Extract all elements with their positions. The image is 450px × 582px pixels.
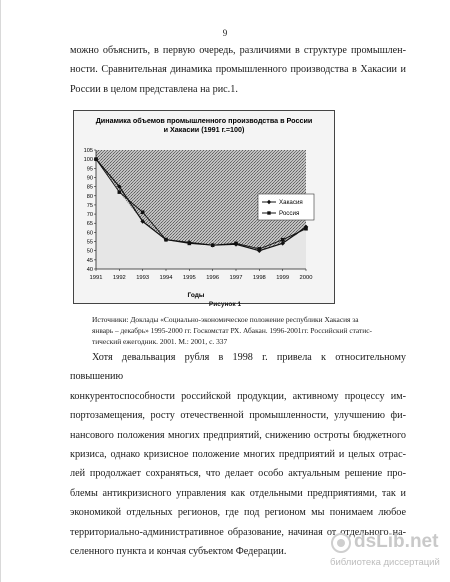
intro-line: ности. Сравнительная динамика промышленного производства в Хакасии и	[70, 64, 406, 76]
intro-line: можно объяснить, в первую очередь, различиями в структуре промышлен-	[70, 45, 406, 56]
x-tick-label: 1999	[276, 275, 290, 281]
series-point	[234, 242, 238, 246]
chart-frame	[73, 110, 335, 304]
watermark-brand: dsLib.net	[354, 531, 439, 552]
x-tick-label: 1995	[182, 275, 196, 281]
x-tick-label: 1997	[229, 275, 243, 281]
line-chart	[74, 111, 334, 303]
y-tick-label: 80	[86, 193, 93, 200]
source-line: тический ежегодник. 2001. М.: 2001, с. 337	[92, 337, 228, 347]
body-line: блемы антикризисного управления как отдельными предприятиями, так и	[70, 487, 406, 499]
x-tick-label: 1992	[112, 275, 126, 281]
legend-label: Хакасия	[279, 199, 303, 207]
page-number: 9	[222, 28, 228, 38]
series-point	[258, 247, 262, 251]
series-point	[188, 242, 192, 246]
watermark	[330, 531, 442, 573]
y-tick-label: 90	[86, 175, 93, 182]
body-paragraph	[70, 348, 406, 561]
watermark-subtitle: библиотека диссертаций	[330, 557, 440, 568]
legend-label: Россия	[279, 210, 300, 218]
body-line: территориально-административное образование, начиная от отдельного на-	[70, 526, 406, 538]
body-line: нансового положения многих предприятий, снижению остроты бюджетного	[70, 429, 406, 441]
x-axis-label: Годы	[187, 292, 205, 299]
figure-caption: Рисунок 1	[208, 301, 242, 308]
source-line: январь – декабрь» 1995-2000 гг. Госкомстат РХ. Абакан. 1996-2001гг. Российский статис-	[92, 326, 372, 336]
body-line: портозамещения, росту отечественной промышленности, улучшению фи-	[70, 410, 406, 422]
x-tick-label: 1994	[159, 275, 173, 281]
y-tick-label: 105	[83, 148, 93, 154]
chart-title-line: Динамика объемов промышленного производства в России	[95, 116, 313, 125]
y-tick-label: 100	[83, 157, 93, 164]
body-line: лей продолжает сохраняться, что делает особо актуальным решение про-	[70, 468, 406, 480]
x-tick-label: 1993	[136, 275, 150, 281]
figure-source	[92, 314, 406, 348]
series-point	[281, 238, 285, 242]
y-tick-label: 95	[86, 166, 93, 173]
y-tick-label: 55	[86, 239, 93, 246]
x-tick-label: 1998	[252, 275, 266, 281]
y-tick-label: 85	[86, 184, 93, 191]
y-tick-label: 40	[86, 267, 93, 273]
dslib-logo-icon	[330, 532, 352, 554]
body-line: Хотя девальвация рубля в 1998 г. привела к относительному повышению	[70, 352, 406, 383]
x-tick-label: 1996	[206, 275, 220, 281]
source-line: Источники: Доклады «Социально-экономическое положение республики Хакасия за	[92, 315, 359, 324]
chart-title-line: и Хакасии (1991 г.=100)	[163, 125, 245, 134]
series-point	[304, 227, 308, 231]
body-line: кризиса, однако кризисное положение многих предприятий и целых отрас-	[70, 449, 406, 461]
series-point	[118, 190, 122, 194]
body-line: селенного пункта и кончая субъектом Федерации.	[70, 546, 287, 558]
x-tick-label: 2000	[299, 275, 313, 281]
series-point	[141, 210, 145, 214]
body-line: конкурентоспособности российской продукции, активному процессу им-	[70, 390, 406, 402]
y-tick-label: 60	[86, 230, 93, 237]
legend-marker	[267, 211, 270, 214]
y-tick-label: 75	[86, 202, 93, 209]
series-point	[94, 157, 98, 161]
intro-line: России в целом представлена на рис.1.	[70, 83, 238, 95]
y-tick-label: 65	[86, 221, 93, 228]
intro-paragraph	[70, 41, 406, 99]
series-point	[164, 238, 168, 242]
y-tick-label: 50	[86, 248, 93, 255]
body-line: экономикой отдельных регионов, где под регионом мы понимаем любое	[70, 507, 406, 519]
series-point	[211, 243, 215, 247]
x-tick-label: 1991	[89, 275, 103, 281]
y-tick-label: 70	[86, 212, 93, 219]
y-tick-label: 45	[86, 257, 93, 264]
